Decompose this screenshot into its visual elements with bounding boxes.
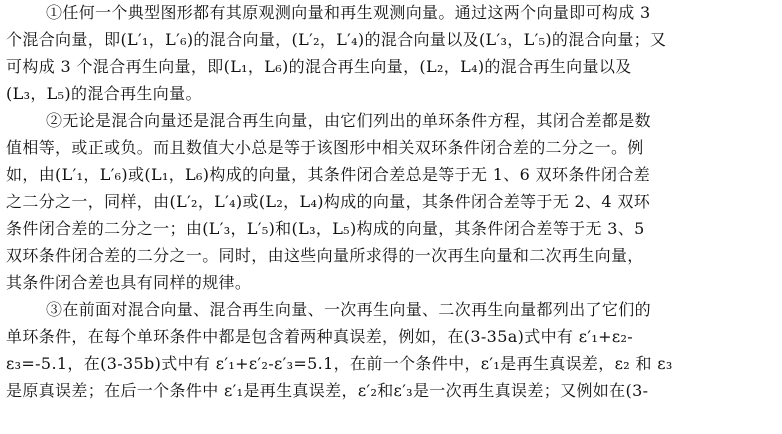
paragraph-1-line-1: ①任何一个典型图形都有其原观测向量和再生观测向量。通过这两个向量即可构成 3 — [46, 3, 651, 22]
paragraph-2-line-6: 双环条件闭合差的二分之一。同时，由这些向量所求得的一次再生向量和二次再生向量， — [6, 246, 644, 265]
paragraph-3-line-3: ε₃=-5.1，在(3-35b)式中有 ε′₁+ε′₂-ε′₃=5.1，在前一个条件中，ε′₁是再生真误差，ε₂ 和 ε₃ — [6, 354, 673, 373]
paragraph-3-line-4: 是原真误差；在后一个条件中 ε′₁是再生真误差，ε′₂和ε′₃是一次再生真误差；又例如在(3- — [6, 381, 649, 400]
paragraph-1-line-4: (L₃，L₅)的混合再生向量。 — [6, 84, 202, 103]
paragraph-2-line-2: 值相等，或正或负。而且数值大小总是等于该图形中相关双环条件闭合差的二分之一。例 — [6, 138, 644, 157]
paragraph-3-line-1: ③在前面对混合向量、混合再生向量、一次再生向量、二次再生向量都列出了它们的 — [46, 300, 651, 319]
paragraph-2-line-5: 条件闭合差的二分之一；由(L′₃，L′₅)和(L₃，L₅)构成的向量，其条件闭合差等于无 3、5 — [6, 219, 645, 238]
paragraph-3-line-2: 单环条件，在每个单环条件中都是包含着两种真误差，例如，在(3-35a)式中有 ε′₁+ε₂- — [6, 327, 634, 346]
paragraph-1-line-3: 可构成 3 个混合再生向量，即(L₁，L₆)的混合再生向量，(L₂，L₄)的混合再生向量以及 — [6, 57, 632, 76]
paragraph-2-line-1: ②无论是混合向量还是混合再生向量，由它们列出的单环条件方程，其闭合差都是数 — [46, 111, 651, 130]
paragraph-2-line-3: 如，由(L′₁，L′₆)或(L₁，L₆)构成的向量，其条件闭合差总是等于无 1、6 双环条件闭合差 — [6, 165, 651, 184]
paragraph-1-line-2: 个混合向量，即(L′₁，L′₆)的混合向量，(L′₂，L′₄)的混合向量以及(L′₃，L′₅)的混合向量；又 — [6, 30, 667, 49]
paragraph-2-line-4: 之二分之一，同样，由(L′₂，L′₄)或(L₂，L₄)构成的向量，其条件闭合差等于无 2、4 双环 — [6, 192, 651, 211]
paragraph-2-line-7: 其条件闭合差也具有同样的规律。 — [6, 273, 252, 292]
